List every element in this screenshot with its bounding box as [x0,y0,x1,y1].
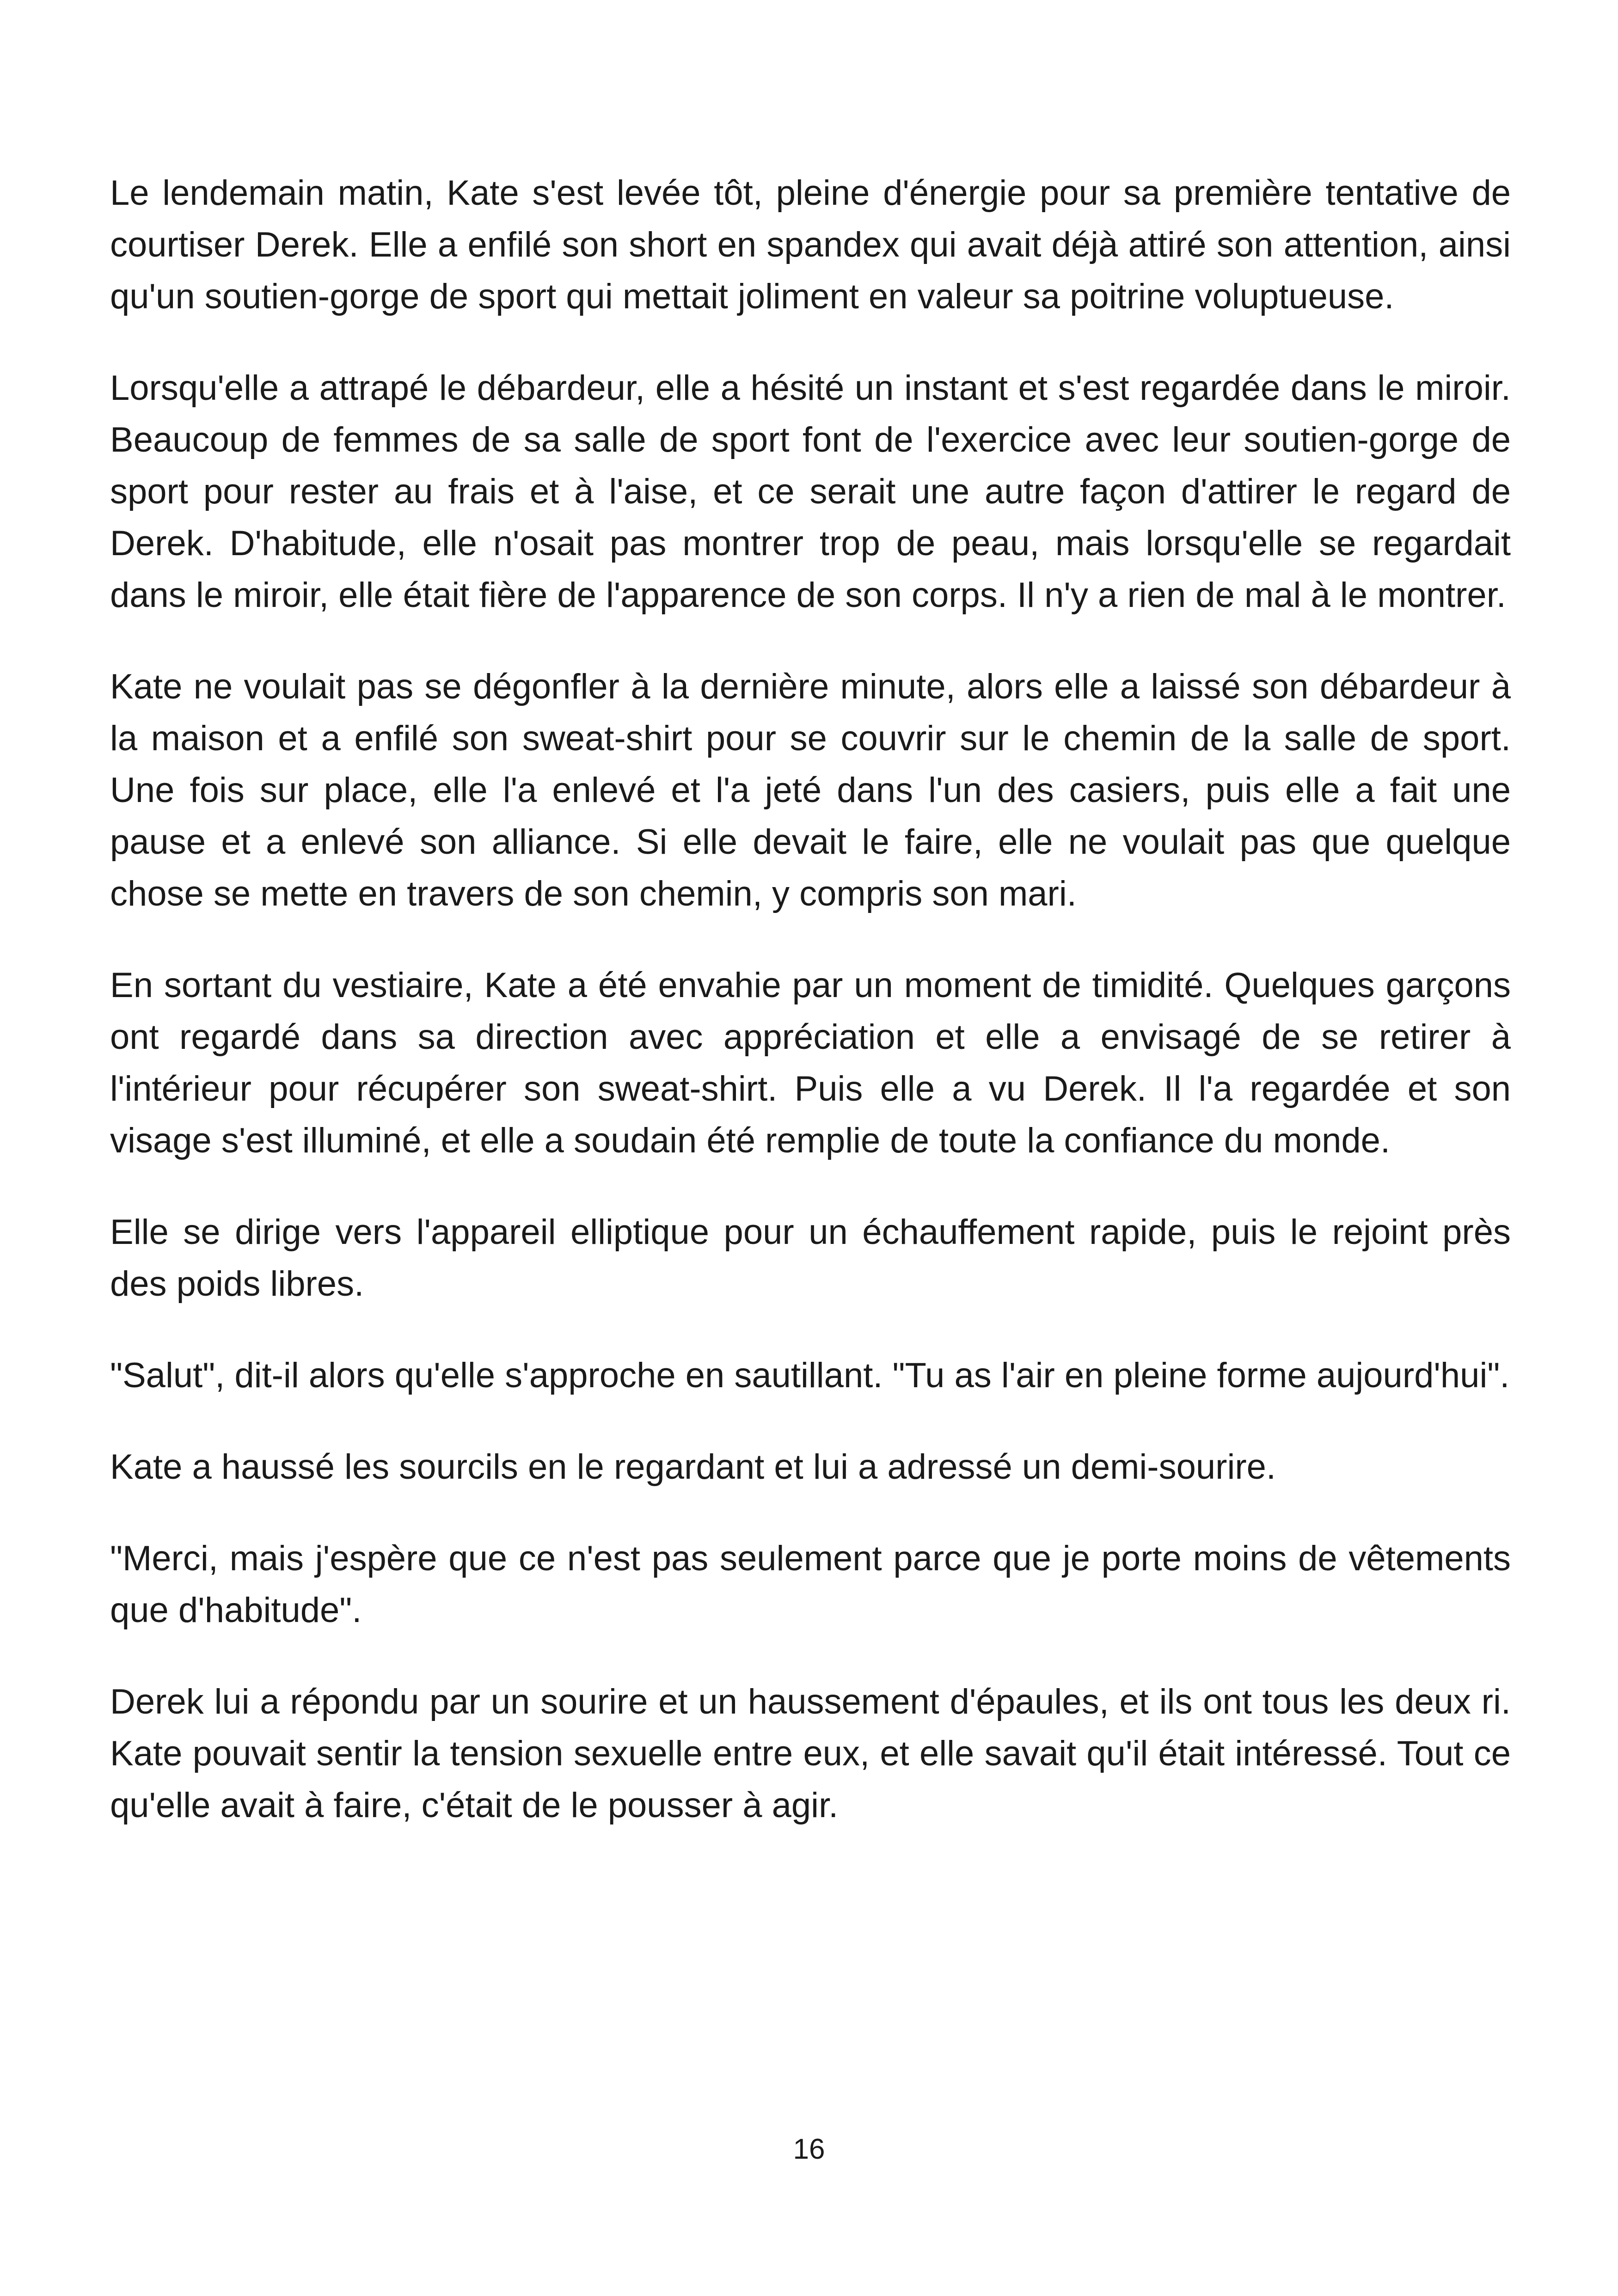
paragraph-1: Le lendemain matin, Kate s'est levée tôt, pleine d'énergie pour sa première tentative de courtiser Derek. Elle a enfilé son short en spandex qui avait déjà attiré son attention, ainsi qu'un soutien-gorge de sport qui mettait joliment en valeur sa poitrine voluptueuse. [110,173,1511,316]
page-body [110,167,1511,1871]
paragraph-8: "Merci, mais j'espère que ce n'est pas seulement parce que je porte moins de vêtements que d'habitude". [110,1539,1511,1630]
paragraph-9: Derek lui a répondu par un sourire et un haussement d'épaules, et ils ont tous les deux ri. Kate pouvait sentir la tension sexuelle entre eux, et elle savait qu'il était intéressé. Tout ce qu'elle avait à faire, c'était de le pousser à agir. [110,1682,1511,1825]
paragraph-6: "Salut", dit-il alors qu'elle s'approche en sautillant. "Tu as l'air en pleine forme aujourd'hui". [110,1356,1510,1395]
paragraph-3: Kate ne voulait pas se dégonfler à la dernière minute, alors elle a laissé son débardeur à la maison et a enfilé son sweat-shirt pour se couvrir sur le chemin de la salle de sport. Une fois sur place, elle l'a enlevé et l'a jeté dans l'un des casiers, puis elle a fait une pause et a enlevé son alliance. Si elle devait le faire, elle ne voulait pas que quelque chose se mette en travers de son chemin, y compris son mari. [110,667,1511,913]
page-number: 16 [793,2133,825,2165]
paragraph-2: Lorsqu'elle a attrapé le débardeur, elle a hésité un instant et s'est regardée dans le miroir. Beaucoup de femmes de sa salle de sport font de l'exercice avec leur soutien-gorge de sport pour rester au frais et à l'aise, et ce serait une autre façon d'attirer le regard de Derek. D'habitude, elle n'osait pas montrer trop de peau, mais lorsqu'elle se regardait dans le miroir, elle était fière de l'apparence de son corps. Il n'y a rien de mal à le montrer. [110,368,1511,615]
paragraph-4: En sortant du vestiaire, Kate a été envahie par un moment de timidité. Quelques garçons ont regardé dans sa direction avec appréciation et elle a envisagé de se retirer à l'intérieur pour récupérer son sweat-shirt. Puis elle a vu Derek. Il l'a regardée et son visage s'est illuminé, et elle a soudain été remplie de toute la confiance du monde. [110,966,1511,1160]
paragraph-5: Elle se dirige vers l'appareil elliptique pour un échauffement rapide, puis le rejoint près des poids libres. [110,1212,1511,1304]
paragraph-7: Kate a haussé les sourcils en le regardant et lui a adressé un demi-sourire. [110,1447,1276,1487]
